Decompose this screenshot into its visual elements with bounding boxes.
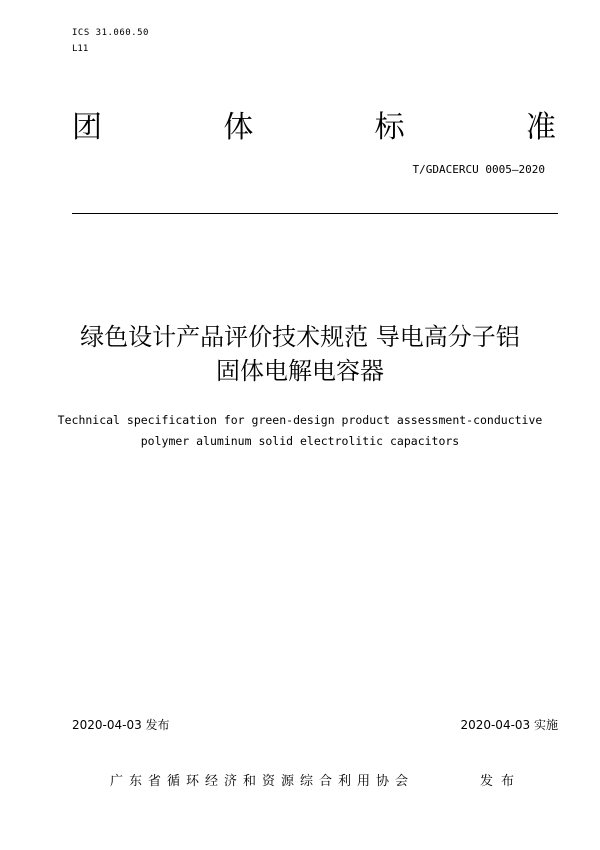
chinese-title-line: 绿色设计产品评价技术规范 导电高分子铝 xyxy=(80,323,520,351)
english-title-line: polymer aluminum solid electrolitic capacitors xyxy=(140,434,460,448)
english-title xyxy=(0,410,600,452)
publisher-name: 广东省循环经济和资源综合利用协会 xyxy=(110,774,415,789)
standard-kind-char: 团 xyxy=(72,110,102,145)
header-divider xyxy=(72,213,558,214)
standard-kind-char: 准 xyxy=(525,110,556,145)
standard-kind-heading xyxy=(72,108,556,148)
standard-number: T/GDACERCU 0005—2020 xyxy=(412,163,545,176)
publish-label: 发布 xyxy=(480,774,523,789)
standard-kind-char: 体 xyxy=(223,110,254,145)
chinese-title-line: 固体电解电容器 xyxy=(216,357,384,385)
ics-code: ICS 31.060.50 xyxy=(72,28,149,38)
standard-kind-char: 标 xyxy=(374,110,405,145)
chinese-title xyxy=(0,320,600,388)
classification-code: L11 xyxy=(72,44,89,54)
issue-date: 2020-04-03 发布 xyxy=(72,718,170,732)
english-title-line: Technical specification for green-design product assessment-conductive xyxy=(57,413,543,427)
implementation-date: 2020-04-03 实施 xyxy=(460,718,558,732)
